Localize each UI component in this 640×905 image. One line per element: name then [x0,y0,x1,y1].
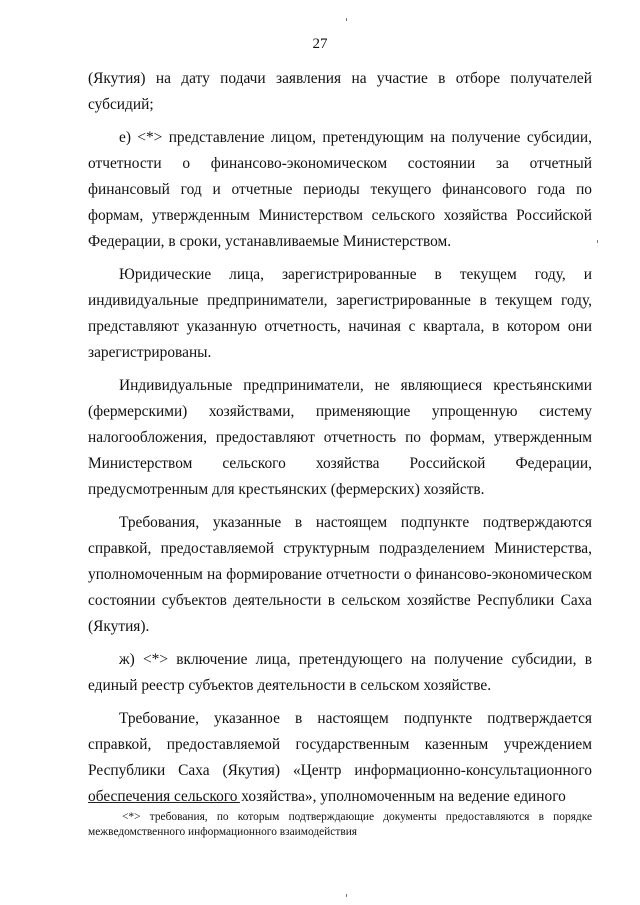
scan-speck [346,18,347,21]
paragraph-item-e: е) <*> представление лицом, претендующим на получение субсидии, отчетности о финансово-экономическом состоянии за отчетный финансовый год и отчетные периоды текущего финансового года по формам, утвержденным Министерством сельского хозяйства Российской Федерации, в сроки, устанавливаемые Министерством. [88,129,592,250]
page-number: 27 [312,36,328,52]
footnote: <*> требования, по которым подтверждающие документы предоставляются в порядке межведомственного информационного взаимодействия [88,811,592,838]
scan-speck [597,240,598,243]
document-body [88,66,592,817]
paragraph-requirement-zh: Требование, указанное в настоящем подпункте подтверждается справкой, предоставляемой государственным казенным учреждением Республики Саха (Якутия) «Центр информационно-консультационного обеспечения сельского хозяйства», уполномоченным на ведение единого [88,710,592,805]
paragraph-continuation: (Якутия) на дату подачи заявления на участие в отборе получателей субсидий; [88,70,592,113]
paragraph-item-zh: ж) <*> включение лица, претендующего на получение субсидии, в единый реестр субъектов деятельности в сельском хозяйстве. [88,651,592,694]
scan-speck [346,894,347,897]
paragraph-legal-entities: Юридические лица, зарегистрированные в текущем году, и индивидуальные предприниматели, зарегистрированные в текущем году, представляют указанную отчетность, начиная с квартала, в котором они зарегистрированы. [88,266,592,361]
footnote-separator [88,802,240,803]
paragraph-individual-entrepreneurs: Индивидуальные предприниматели, не являющиеся крестьянскими (фермерскими) хозяйствами, применяющие упрощенную систему налогообложения, предоставляют отчетность по формам, утвержденным Министерством сельского хозяйства Российской Федерации, предусмотренным для крестьянских (фермерских) хозяйств. [88,377,592,498]
paragraph-requirements-e: Требования, указанные в настоящем подпункте подтверждаются справкой, предоставляемой структурным подразделением Министерства, уполномоченным на формирование отчетности о финансово-экономическом состоянии субъектов деятельности в сельском хозяйстве Республики Саха (Якутия). [88,514,592,635]
